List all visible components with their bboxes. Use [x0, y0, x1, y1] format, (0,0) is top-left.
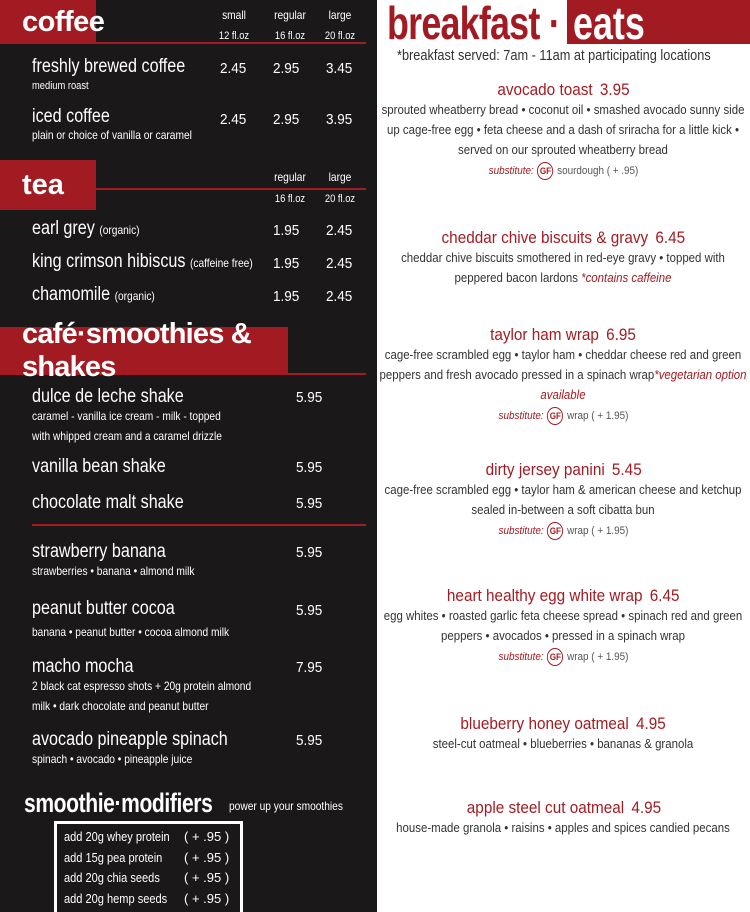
modifier-label: add 20g whey protein	[64, 829, 170, 844]
gluten-free-icon: GF	[537, 162, 553, 180]
coffee-unit-large: 20 fl.oz	[324, 30, 356, 42]
dish-red-note: *vegetarian option available	[540, 367, 747, 402]
dish-egg-white-wrap	[377, 586, 750, 666]
eats-title: eats	[573, 0, 645, 49]
gluten-free-icon: GF	[547, 522, 563, 540]
tea-price: 1.95	[273, 255, 300, 272]
coffee-unit-regular: 16 fl.oz	[274, 30, 306, 42]
coffee-item-name: iced coffee	[32, 106, 110, 127]
coffee-size-small: small	[222, 8, 246, 22]
tea-item-name: king crimson hibiscus	[32, 251, 186, 272]
smoothie-desc: milk • dark chocolate and peanut butter	[32, 699, 209, 713]
tea-unit-regular: 16 fl.oz	[274, 193, 306, 205]
dish-desc	[378, 345, 748, 405]
smoothie-desc: spinach • avocado • pineapple juice	[32, 752, 193, 766]
dish-name: taylor ham wrap	[490, 325, 600, 344]
smoothie-name: peanut butter cocoa	[32, 598, 175, 619]
modifier-label: add 20g chia seeds	[64, 870, 160, 885]
dish-title	[485, 460, 641, 480]
tea-price: 2.45	[326, 222, 353, 239]
tea-price: 1.95	[273, 222, 300, 239]
modifiers-title: smoothie·modifiers	[24, 788, 213, 818]
dish-price: 6.45	[650, 586, 680, 605]
shake-price: 5.95	[296, 495, 323, 512]
breakfast-panel	[377, 0, 750, 912]
smoothie-desc: strawberries • banana • almond milk	[32, 564, 195, 578]
dish-name: apple steel cut oatmeal	[466, 798, 624, 817]
tea-item	[32, 284, 155, 306]
dish-taylor-ham-wrap	[377, 325, 750, 425]
tea-item-note: (caffeine free)	[189, 256, 253, 270]
smoothie-price: 5.95	[296, 732, 323, 749]
modifier-label: add 15g pea protein	[64, 850, 163, 865]
coffee-price: 2.45	[220, 60, 247, 77]
tea-item-name: chamomile	[32, 284, 111, 305]
substitute-line	[396, 162, 732, 180]
substitute-option: wrap ( + 1.95)	[567, 410, 629, 422]
dish-title	[491, 325, 637, 345]
dish-title	[447, 586, 680, 606]
shake-name: dulce de leche shake	[32, 386, 184, 407]
dish-red-note: *contains caffeine	[581, 270, 672, 285]
dish-desc-text: cage-free scrambled egg • taylor ham • cheddar cheese red and green peppers and fresh avocado pressed in a spinach wrap	[379, 347, 742, 382]
dish-name: heart healthy egg white wrap	[447, 586, 643, 605]
coffee-rule	[96, 42, 366, 44]
substitute-option: wrap ( + 1.95)	[567, 525, 629, 537]
dish-title	[461, 714, 666, 734]
breakfast-hours-note: *breakfast served: 7am - 11am at participating locations	[397, 47, 711, 64]
shake-name: vanilla bean shake	[32, 456, 166, 477]
smoothie-name: avocado pineapple spinach	[32, 729, 228, 750]
dish-blueberry-oatmeal	[377, 714, 750, 754]
dish-name: cheddar chive biscuits & gravy	[441, 228, 649, 247]
tea-item-name: earl grey	[32, 218, 95, 239]
smoothie-desc: 2 black cat espresso shots + 20g protein almond	[32, 679, 252, 693]
smoothie-name: strawberry banana	[32, 541, 166, 562]
substitute-option: wrap ( + 1.95)	[567, 651, 629, 663]
dish-dirty-jersey-panini	[377, 460, 750, 540]
dish-name: avocado toast	[497, 80, 593, 99]
dish-desc: house-made granola • raisins • apples and spices candied pecans	[396, 820, 730, 835]
tea-price: 2.45	[326, 255, 353, 272]
dish-name: dirty jersey panini	[485, 460, 605, 479]
dish-desc: cage-free scrambled egg • taylor ham & american cheese and ketchup sealed in-between a soft cibatta bun	[384, 482, 742, 517]
tea-price: 1.95	[273, 288, 300, 305]
dish-price: 6.95	[606, 325, 637, 344]
substitute-label: substitute:	[498, 410, 544, 422]
breakfast-title: breakfast ·	[387, 0, 560, 49]
substitute-line	[396, 407, 732, 425]
dish-price: 4.95	[636, 714, 667, 733]
substitute-line	[396, 648, 732, 666]
dish-desc	[378, 248, 748, 288]
shake-price: 5.95	[296, 389, 323, 406]
coffee-item-desc: plain or choice of vanilla or caramel	[32, 128, 192, 142]
modifier-price: ( + .95 )	[184, 850, 230, 865]
coffee-item-name: freshly brewed coffee	[32, 56, 186, 77]
substitute-label: substitute:	[488, 165, 534, 177]
coffee-unit-small: 12 fl.oz	[218, 30, 250, 42]
substitute-option: sourdough ( + .95)	[557, 165, 639, 177]
modifier-price: ( + .95 )	[184, 829, 230, 844]
dish-name: blueberry honey oatmeal	[460, 714, 630, 733]
smoothie-price: 5.95	[296, 544, 323, 561]
coffee-price: 3.45	[326, 60, 353, 77]
cafe-rule	[288, 373, 366, 375]
smoothies-divider	[32, 524, 366, 526]
coffee-size-large: large	[328, 8, 352, 22]
dish-avocado-toast	[377, 80, 750, 180]
modifiers-subtitle: power up your smoothies	[229, 799, 343, 813]
tea-size-large: large	[328, 170, 352, 184]
coffee-price: 3.95	[326, 111, 353, 128]
cafe-section-title: café·smoothies & shakes	[0, 327, 288, 375]
modifier-price: ( + .95 )	[184, 870, 230, 885]
coffee-size-regular: regular	[274, 8, 306, 22]
coffee-price: 2.95	[273, 111, 300, 128]
tea-item-note: (organic)	[114, 289, 155, 303]
smoothie-desc: banana • peanut butter • cocoa almond milk	[32, 625, 230, 639]
dish-price: 4.95	[630, 798, 661, 817]
dish-desc-text: cheddar chive biscuits smothered in red-eye gravy • topped with peppered bacon lardons	[401, 250, 725, 285]
substitute-label: substitute:	[498, 651, 544, 663]
smoothie-price: 5.95	[296, 602, 323, 619]
shake-name: chocolate malt shake	[32, 492, 184, 513]
shake-desc: with whipped cream and a caramel drizzle	[32, 429, 222, 443]
dish-desc: sprouted wheatberry bread • coconut oil • smashed avocado sunny side up cage-free egg • feta cheese and a dash of sriracha for a little kick • served on our sprouted wheatberry bread	[381, 102, 745, 157]
modifiers-box	[54, 821, 243, 912]
substitute-label: substitute:	[498, 525, 544, 537]
dish-title	[442, 228, 686, 248]
substitute-line	[396, 522, 732, 540]
dish-title	[497, 80, 629, 100]
dish-price: 3.95	[599, 80, 630, 99]
dish-desc: steel-cut oatmeal • blueberries • bananas & granola	[432, 736, 694, 751]
smoothie-price: 7.95	[296, 659, 323, 676]
tea-item	[32, 218, 140, 240]
gluten-free-icon: GF	[547, 407, 563, 425]
tea-section-title: tea	[0, 160, 96, 210]
tea-price: 2.45	[326, 288, 353, 305]
dish-price: 6.45	[655, 228, 686, 247]
shake-price: 5.95	[296, 459, 323, 476]
shake-desc: caramel - vanilla ice cream - milk - topped	[32, 409, 221, 423]
coffee-price: 2.95	[273, 60, 300, 77]
dish-desc: egg whites • roasted garlic feta cheese spread • spinach red and green peppers • avocados • pressed in a spinach wrap	[383, 608, 743, 643]
tea-rule	[96, 188, 366, 190]
coffee-item-desc: medium roast	[32, 80, 89, 92]
modifier-price: ( + .95 )	[184, 891, 230, 906]
dish-price: 5.45	[611, 460, 642, 479]
tea-item	[32, 251, 253, 273]
smoothie-name: macho mocha	[32, 656, 134, 677]
coffee-section-title: coffee	[0, 0, 96, 44]
dish-title	[466, 798, 660, 818]
coffee-price: 2.45	[220, 111, 247, 128]
modifier-label: add 20g hemp seeds	[64, 891, 168, 906]
tea-size-regular: regular	[274, 170, 306, 184]
tea-item-note: (organic)	[99, 223, 140, 237]
dish-apple-oatmeal	[377, 798, 750, 838]
gluten-free-icon: GF	[547, 648, 563, 666]
tea-unit-large: 20 fl.oz	[324, 193, 356, 205]
dish-cheddar-chive-biscuits	[377, 228, 750, 288]
